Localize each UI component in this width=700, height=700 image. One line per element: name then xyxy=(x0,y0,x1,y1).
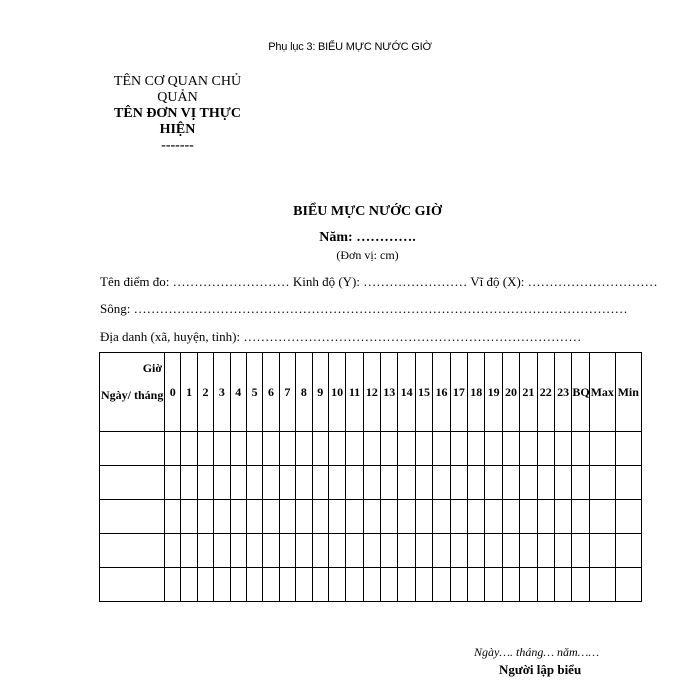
table-header-row xyxy=(100,353,642,432)
value-cell[interactable] xyxy=(589,466,615,500)
value-cell[interactable] xyxy=(197,466,213,500)
value-cell[interactable] xyxy=(246,500,262,534)
value-cell[interactable] xyxy=(520,568,537,602)
column-header: 22 xyxy=(537,353,554,432)
value-cell[interactable] xyxy=(263,568,279,602)
value-cell[interactable] xyxy=(381,466,398,500)
value-cell[interactable] xyxy=(296,432,312,466)
value-cell[interactable] xyxy=(312,534,328,568)
value-cell[interactable] xyxy=(468,500,485,534)
column-header: 3 xyxy=(214,353,230,432)
value-cell[interactable] xyxy=(214,432,230,466)
value-cell[interactable] xyxy=(246,466,262,500)
value-cell[interactable] xyxy=(398,568,415,602)
value-cell[interactable] xyxy=(450,466,467,500)
column-header: 21 xyxy=(520,353,537,432)
value-cell[interactable] xyxy=(433,568,450,602)
signature-date: Ngày…. tháng… năm…… xyxy=(474,645,600,659)
value-cell[interactable] xyxy=(589,568,615,602)
column-header: 17 xyxy=(450,353,467,432)
value-cell[interactable] xyxy=(537,534,554,568)
value-cell[interactable] xyxy=(485,466,502,500)
value-cell[interactable] xyxy=(328,466,345,500)
column-header: BQ xyxy=(572,353,589,432)
value-cell[interactable] xyxy=(296,568,312,602)
value-cell[interactable] xyxy=(572,500,589,534)
value-cell[interactable] xyxy=(181,568,197,602)
value-cell[interactable] xyxy=(572,534,589,568)
value-cell[interactable] xyxy=(363,432,380,466)
value-cell[interactable] xyxy=(520,534,537,568)
unit-note: (Đơn vị: cm) xyxy=(336,248,399,262)
value-cell[interactable] xyxy=(246,534,262,568)
column-header: 7 xyxy=(279,353,295,432)
value-cell[interactable] xyxy=(415,534,432,568)
day-axis-label: Ngày/ tháng xyxy=(101,388,164,402)
value-cell[interactable] xyxy=(346,534,363,568)
value-cell[interactable] xyxy=(263,466,279,500)
value-cell[interactable] xyxy=(554,568,571,602)
column-header: 10 xyxy=(328,353,345,432)
value-cell[interactable] xyxy=(328,432,345,466)
value-cell[interactable] xyxy=(589,432,615,466)
value-cell[interactable] xyxy=(468,568,485,602)
value-cell[interactable] xyxy=(554,432,571,466)
value-cell[interactable] xyxy=(263,432,279,466)
value-cell[interactable] xyxy=(537,466,554,500)
value-cell[interactable] xyxy=(328,534,345,568)
location-line: Địa danh (xã, huyện, tỉnh): …………………………………………………………………… xyxy=(100,329,582,344)
value-cell[interactable] xyxy=(181,466,197,500)
value-cell[interactable] xyxy=(554,534,571,568)
value-cell[interactable] xyxy=(296,534,312,568)
day-cell[interactable] xyxy=(100,466,165,500)
value-cell[interactable] xyxy=(312,500,328,534)
value-cell[interactable] xyxy=(165,432,181,466)
value-cell[interactable] xyxy=(554,500,571,534)
value-cell[interactable] xyxy=(181,432,197,466)
value-cell[interactable] xyxy=(312,568,328,602)
table-row xyxy=(100,568,642,602)
value-cell[interactable] xyxy=(468,534,485,568)
value-cell[interactable] xyxy=(381,568,398,602)
value-cell[interactable] xyxy=(433,534,450,568)
value-cell[interactable] xyxy=(263,534,279,568)
value-cell[interactable] xyxy=(363,500,380,534)
value-cell[interactable] xyxy=(450,534,467,568)
value-cell[interactable] xyxy=(398,432,415,466)
table-row xyxy=(100,534,642,568)
value-cell[interactable] xyxy=(346,432,363,466)
column-header: 23 xyxy=(554,353,571,432)
value-cell[interactable] xyxy=(450,500,467,534)
value-cell[interactable] xyxy=(502,568,519,602)
value-cell[interactable] xyxy=(296,466,312,500)
agency-divider: ------- xyxy=(161,138,194,153)
value-cell[interactable] xyxy=(181,500,197,534)
value-cell[interactable] xyxy=(572,568,589,602)
value-cell[interactable] xyxy=(181,534,197,568)
value-cell[interactable] xyxy=(572,466,589,500)
column-header: Max xyxy=(589,353,615,432)
value-cell[interactable] xyxy=(230,432,246,466)
value-cell[interactable] xyxy=(279,500,295,534)
hour-axis-label: Giờ xyxy=(142,361,162,375)
column-header: 4 xyxy=(230,353,246,432)
value-cell[interactable] xyxy=(263,500,279,534)
day-cell[interactable] xyxy=(100,432,165,466)
column-header: 11 xyxy=(346,353,363,432)
value-cell[interactable] xyxy=(415,500,432,534)
value-cell[interactable] xyxy=(312,466,328,500)
value-cell[interactable] xyxy=(615,466,641,500)
day-cell[interactable] xyxy=(100,568,165,602)
value-cell[interactable] xyxy=(197,500,213,534)
value-cell[interactable] xyxy=(381,534,398,568)
value-cell[interactable] xyxy=(554,466,571,500)
value-cell[interactable] xyxy=(346,500,363,534)
value-cell[interactable] xyxy=(589,500,615,534)
value-cell[interactable] xyxy=(246,432,262,466)
value-cell[interactable] xyxy=(537,432,554,466)
value-cell[interactable] xyxy=(230,466,246,500)
table-row xyxy=(100,500,642,534)
value-cell[interactable] xyxy=(415,432,432,466)
agency-block xyxy=(105,74,250,154)
river-line: Sông: …………………………………………………………………………………………………… xyxy=(100,301,628,316)
value-cell[interactable] xyxy=(230,500,246,534)
column-header: 20 xyxy=(502,353,519,432)
value-cell[interactable] xyxy=(502,432,519,466)
value-cell[interactable] xyxy=(165,500,181,534)
signature-title: Người lập biểu xyxy=(499,662,582,677)
value-cell[interactable] xyxy=(485,500,502,534)
column-header: 18 xyxy=(468,353,485,432)
day-cell[interactable] xyxy=(100,500,165,534)
value-cell[interactable] xyxy=(468,432,485,466)
value-cell[interactable] xyxy=(214,466,230,500)
column-header: 13 xyxy=(381,353,398,432)
value-cell[interactable] xyxy=(572,432,589,466)
value-cell[interactable] xyxy=(398,534,415,568)
value-cell[interactable] xyxy=(230,534,246,568)
table-row xyxy=(100,432,642,466)
value-cell[interactable] xyxy=(485,432,502,466)
column-header: 8 xyxy=(296,353,312,432)
day-cell[interactable] xyxy=(100,534,165,568)
column-header: 1 xyxy=(181,353,197,432)
value-cell[interactable] xyxy=(520,500,537,534)
value-cell[interactable] xyxy=(589,534,615,568)
value-cell[interactable] xyxy=(537,500,554,534)
value-cell[interactable] xyxy=(279,534,295,568)
value-cell[interactable] xyxy=(450,432,467,466)
value-cell[interactable] xyxy=(165,534,181,568)
value-cell[interactable] xyxy=(433,500,450,534)
value-cell[interactable] xyxy=(328,568,345,602)
value-cell[interactable] xyxy=(381,500,398,534)
value-cell[interactable] xyxy=(398,500,415,534)
value-cell[interactable] xyxy=(279,432,295,466)
value-cell[interactable] xyxy=(520,432,537,466)
value-cell[interactable] xyxy=(485,534,502,568)
column-header: 16 xyxy=(433,353,450,432)
implementing-unit-name: TÊN ĐƠN VỊ THỰC HIỆN xyxy=(114,106,241,137)
column-header: 2 xyxy=(197,353,213,432)
column-header: 5 xyxy=(246,353,262,432)
value-cell[interactable] xyxy=(165,568,181,602)
value-cell[interactable] xyxy=(415,568,432,602)
value-cell[interactable] xyxy=(520,466,537,500)
value-cell[interactable] xyxy=(363,568,380,602)
water-level-table xyxy=(99,352,642,602)
value-cell[interactable] xyxy=(246,568,262,602)
year-field: Năm: …………. xyxy=(319,230,416,245)
column-header: 6 xyxy=(263,353,279,432)
column-header: 9 xyxy=(312,353,328,432)
value-cell[interactable] xyxy=(381,432,398,466)
column-header: 15 xyxy=(415,353,432,432)
station-coordinates-line: Tên điểm đo: ……………………… Kinh độ (Y): …………………… Vĩ độ (X): ………………………… xyxy=(100,274,658,289)
value-cell[interactable] xyxy=(279,466,295,500)
column-header: 12 xyxy=(363,353,380,432)
document-title: BIỂU MỰC NƯỚC GIỜ xyxy=(293,204,442,219)
value-cell[interactable] xyxy=(433,466,450,500)
value-cell[interactable] xyxy=(363,466,380,500)
value-cell[interactable] xyxy=(502,466,519,500)
column-header: Min xyxy=(615,353,641,432)
value-cell[interactable] xyxy=(165,466,181,500)
value-cell[interactable] xyxy=(502,534,519,568)
value-cell[interactable] xyxy=(214,500,230,534)
value-cell[interactable] xyxy=(615,500,641,534)
value-cell[interactable] xyxy=(415,466,432,500)
value-cell[interactable] xyxy=(197,534,213,568)
value-cell[interactable] xyxy=(537,568,554,602)
value-cell[interactable] xyxy=(485,568,502,602)
value-cell[interactable] xyxy=(468,466,485,500)
parent-agency-name: TÊN CƠ QUAN CHỦ QUẢN xyxy=(113,74,242,105)
value-cell[interactable] xyxy=(433,432,450,466)
value-cell[interactable] xyxy=(615,432,641,466)
value-cell[interactable] xyxy=(296,500,312,534)
value-cell[interactable] xyxy=(214,568,230,602)
value-cell[interactable] xyxy=(312,432,328,466)
value-cell[interactable] xyxy=(279,568,295,602)
appendix-label: Phụ lục 3: BIỂU MỰC NƯỚC GIỜ xyxy=(268,41,432,53)
column-header: 19 xyxy=(485,353,502,432)
value-cell[interactable] xyxy=(615,568,641,602)
value-cell[interactable] xyxy=(197,568,213,602)
column-header: 0 xyxy=(165,353,181,432)
value-cell[interactable] xyxy=(502,500,519,534)
column-header: 14 xyxy=(398,353,415,432)
value-cell[interactable] xyxy=(450,568,467,602)
value-cell[interactable] xyxy=(615,534,641,568)
value-cell[interactable] xyxy=(363,534,380,568)
value-cell[interactable] xyxy=(230,568,246,602)
corner-header-cell xyxy=(100,353,165,432)
value-cell[interactable] xyxy=(328,500,345,534)
value-cell[interactable] xyxy=(346,466,363,500)
value-cell[interactable] xyxy=(214,534,230,568)
value-cell[interactable] xyxy=(197,432,213,466)
value-cell[interactable] xyxy=(346,568,363,602)
table-row xyxy=(100,466,642,500)
value-cell[interactable] xyxy=(398,466,415,500)
